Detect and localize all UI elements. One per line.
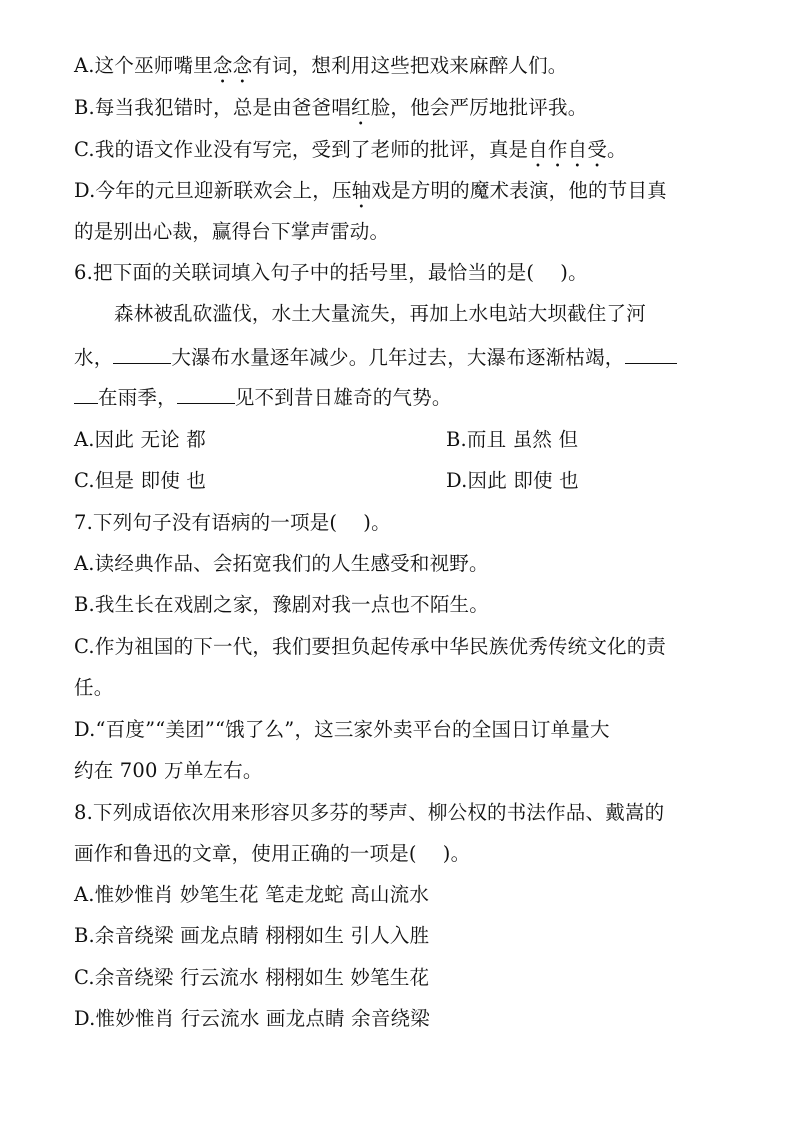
emphasis-text: 红 — [351, 96, 371, 119]
q6-options-row2 — [74, 467, 714, 495]
q7-option-a: A.读经典作品、会拓宽我们的人生感受和视野。 — [74, 552, 489, 575]
q5-option-b — [74, 94, 587, 130]
text-segment: C.我的语文作业没有写完，受到了老师的批评，真是 — [74, 138, 529, 161]
fill-blank-3[interactable] — [177, 385, 235, 404]
q7-option-d-line1: D.“百度”“美团”“饿了么”，这三家外卖平台的全国日订单量大 — [74, 718, 610, 741]
q6-options-row1 — [74, 426, 714, 454]
text-segment: D.今年的元旦迎新联欢会上，压 — [74, 179, 352, 202]
text-segment: 在雨季， — [98, 386, 177, 409]
q6-stem: 6.把下面的关联词填入句子中的括号里，最恰当的是( )。 — [74, 261, 588, 284]
text-segment: 水， — [74, 346, 114, 369]
q8-option-a: A.惟妙惟肖 妙笔生花 笔走龙蛇 高山流水 — [74, 883, 430, 906]
emphasis-text: 轴 — [351, 179, 372, 202]
text-segment: 戏是方明的魔术表演，他的节目真 — [371, 179, 667, 202]
text-segment: 大瀑布水量逐年减少。几年过去，大瀑布逐渐枯竭， — [171, 346, 625, 369]
text-segment: 有词，想利用这些把戏来麻醉人们。 — [252, 54, 568, 77]
q6-passage-line2 — [74, 344, 677, 372]
q6-option-a: A.因此 无论 都 — [74, 428, 206, 451]
q8-stem-line1: 8.下列成语依次用来形容贝多芬的琴声、柳公权的书法作品、戴嵩的 — [74, 801, 665, 824]
q7-option-b: B.我生长在戏剧之家，豫剧对我一点也不陌生。 — [74, 593, 489, 616]
q6-option-d: D.因此 即使 也 — [446, 469, 579, 492]
text-segment: 脸，他会严厉地批评我。 — [370, 96, 588, 119]
q7-stem: 7.下列句子没有语病的一项是( )。 — [74, 511, 391, 534]
text-segment: A.这个巫师嘴里 — [74, 54, 213, 77]
q6-option-b: B.而且 虽然 但 — [446, 428, 579, 451]
q7-option-c-line2: 任。 — [74, 676, 114, 699]
fill-blank-1[interactable] — [113, 345, 171, 364]
emphasis-text: 念念 — [212, 54, 253, 77]
q6-passage-line3 — [74, 384, 452, 412]
q6-option-c: C.但是 即使 也 — [74, 469, 207, 492]
q8-option-d: D.惟妙惟肖 行云流水 画龙点睛 余音绕梁 — [74, 1007, 430, 1030]
q6-passage-line1: 森林被乱砍滥伐，水土大量流失，再加上水电站大坝截住了河 — [114, 302, 646, 325]
q8-option-c: C.余音绕梁 行云流水 栩栩如生 妙笔生花 — [74, 966, 430, 989]
fill-blank-2a[interactable] — [625, 345, 677, 364]
q8-stem-line2: 画作和鲁迅的文章，使用正确的一项是( )。 — [74, 842, 471, 865]
text-segment: 。 — [607, 138, 627, 161]
text-segment: B.每当我犯错时，总是由爸爸唱 — [74, 96, 352, 119]
q8-option-b: B.余音绕梁 画龙点睛 栩栩如生 引人入胜 — [74, 924, 430, 947]
q5-option-c — [74, 136, 627, 172]
fill-blank-2b[interactable] — [74, 385, 98, 404]
q7-option-d-line2: 约在 700 万单左右。 — [74, 759, 263, 782]
q5-option-a — [74, 52, 568, 88]
text-segment: 见不到昔日雄奇的气势。 — [234, 386, 452, 409]
q5-option-d-line2: 的是别出心裁，赢得台下掌声雷动。 — [74, 220, 390, 243]
q5-option-d-line1 — [74, 177, 667, 213]
q7-option-c-line1: C.作为祖国的下一代，我们要担负起传承中华民族优秀传统文化的责 — [74, 635, 667, 658]
emphasis-text: 自作自受 — [528, 138, 608, 161]
